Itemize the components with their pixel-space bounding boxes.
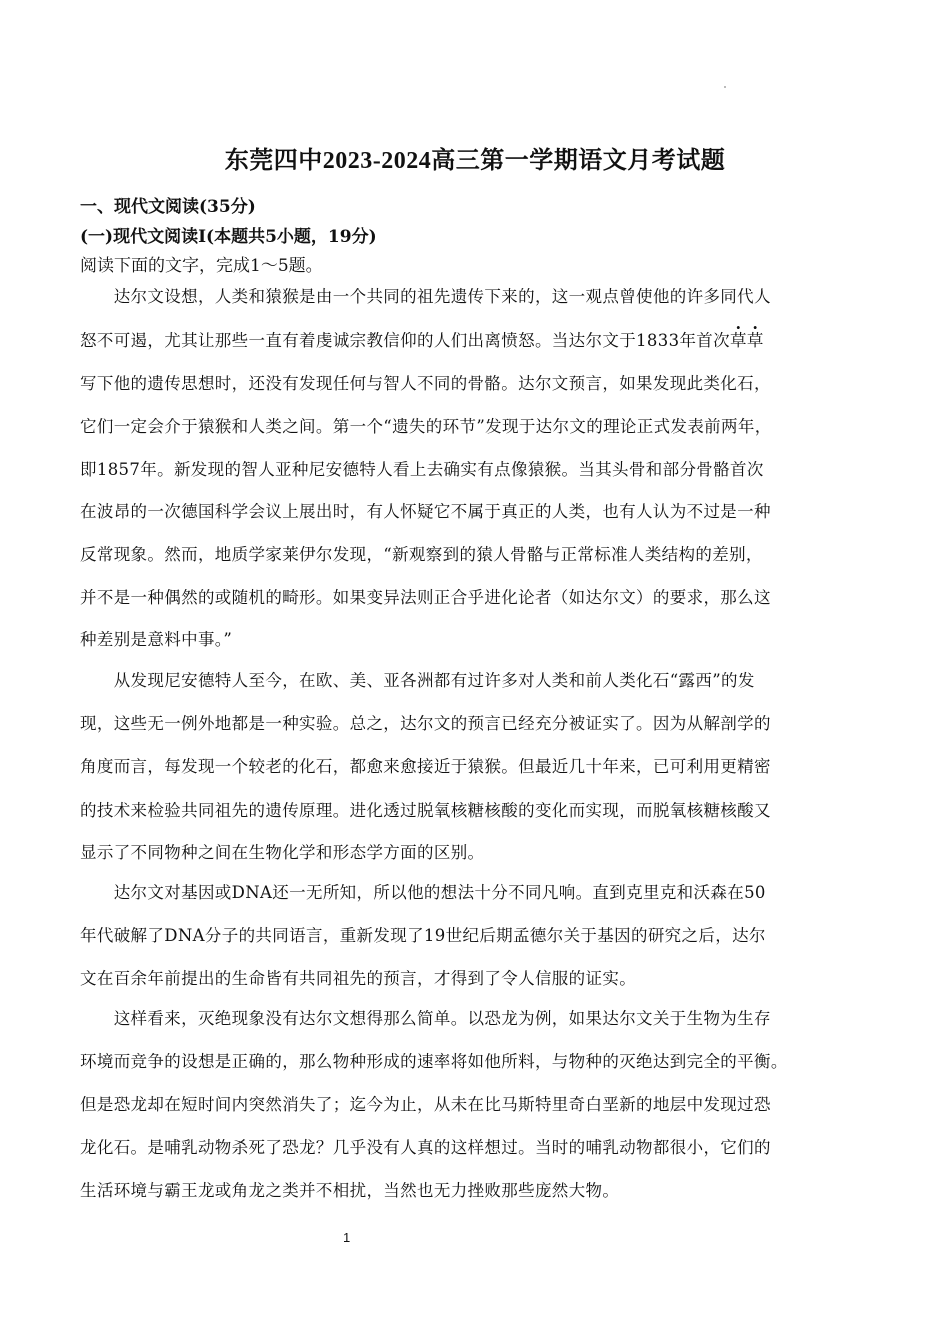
paragraph-1-line-8: 并不是一种偶然的或随机的畸形。如果变异法则正合乎进化论者（如达尔文）的要求，那么这 (80, 588, 771, 607)
paragraph-2-line-3: 角度而言，每发现一个较老的化石，都愈来愈接近于猿猴。但最近几十年来，已可利用更精密 (80, 757, 771, 776)
section-heading: 一、现代文阅读(35分) (80, 197, 256, 217)
paragraph-1-line-2-text: 怒不可遏，尤其让那些一直有着虔诚宗教信仰的人们出离愤怒。当达尔文于1833年首次 (80, 331, 730, 350)
paragraph-2-line-4: 的技术来检验共同祖先的遗传原理。进化透过脱氧核糖核酸的变化而实现，而脱氧核糖核酸又 (80, 801, 771, 820)
paragraph-1-line-4: 它们一定会介于猿猴和人类之间。第一个“遗失的环节”发现于达尔文的理论正式发表前两年， (80, 417, 772, 436)
paragraph-1-line-7: 反常现象。然而，地质学家莱伊尔发现，“新观察到的猿人骨骼与正常标准人类结构的差别， (80, 545, 763, 564)
paragraph-2-line-5: 显示了不同物种之间在生物化学和形态学方面的区别。 (80, 843, 485, 862)
paragraph-4-line-1: 这样看来，灭绝现象没有达尔文想得那么简单。以恐龙为例，如果达尔文关于生物为生存 (80, 1009, 771, 1028)
paragraph-1-line-5: 即1857年。新发现的智人亚种尼安德特人看上去确实有点像猿猴。当其头骨和部分骨骼首次 (80, 460, 764, 479)
instruction-text: 阅读下面的文字，完成1～5题。 (80, 256, 323, 276)
paragraph-1-line-2 (80, 327, 880, 351)
scan-artifact-dot (724, 86, 726, 88)
paragraph-1-line-9: 种差别是意料中事。” (80, 630, 233, 649)
emphasis-char: 草 (746, 331, 764, 350)
document-title: 东莞四中2023-2024高三第一学期语文月考试题 (224, 148, 726, 174)
paragraph-2-line-2: 现，这些无一例外地都是一种实验。总之，达尔文的预言已经充分被证实了。因为从解剖学的 (80, 714, 771, 733)
paragraph-3-line-2: 年代破解了DNA分子的共同语言，重新发现了19世纪后期孟德尔关于基因的研究之后，达尔 (80, 926, 766, 945)
paragraph-1-line-6: 在波昂的一次德国科学会议上展出时，有人怀疑它不属于真正的人类，也有人认为不过是一种 (80, 502, 771, 521)
paragraph-4-line-3: 但是恐龙却在短时间内突然消失了；迄今为止，从未在比马斯特里奇白垩新的地层中发现过恐 (80, 1095, 771, 1114)
paragraph-1-line-1: 达尔文设想，人类和猿猴是由一个共同的祖先遗传下来的，这一观点曾使他的许多同代人 (80, 287, 771, 306)
page-number: 1 (343, 1230, 351, 1245)
paragraph-3-line-3: 文在百余年前提出的生命皆有共同祖先的预言，才得到了令人信服的证实。 (80, 969, 637, 988)
emphasis-char: 草 (730, 331, 747, 350)
paragraph-1-line-3: 写下他的遗传思想时，还没有发现任何与智人不同的骨骼。达尔文预言，如果发现此类化石， (80, 374, 771, 393)
paragraph-2-line-1: 从发现尼安德特人至今，在欧、美、亚各洲都有过许多对人类和前人类化石“露西”的发 (80, 671, 755, 690)
sub-heading: (一)现代文阅读Ⅰ(本题共5小题，19分) (80, 227, 377, 247)
paragraph-3-line-1: 达尔文对基因或DNA还一无所知，所以他的想法十分不同凡响。直到克里克和沃森在50 (80, 883, 766, 902)
paragraph-4-line-2: 环境而竞争的设想是正确的，那么物种形成的速率将如他所料，与物种的灭绝达到完全的平衡。 (80, 1052, 788, 1071)
paragraph-4-line-4: 龙化石。是哺乳动物杀死了恐龙？几乎没有人真的这样想过。当时的哺乳动物都很小，它们的 (80, 1138, 771, 1157)
paragraph-4-line-5: 生活环境与霸王龙或角龙之类并不相扰，当然也无力挫败那些庞然大物。 (80, 1181, 620, 1200)
